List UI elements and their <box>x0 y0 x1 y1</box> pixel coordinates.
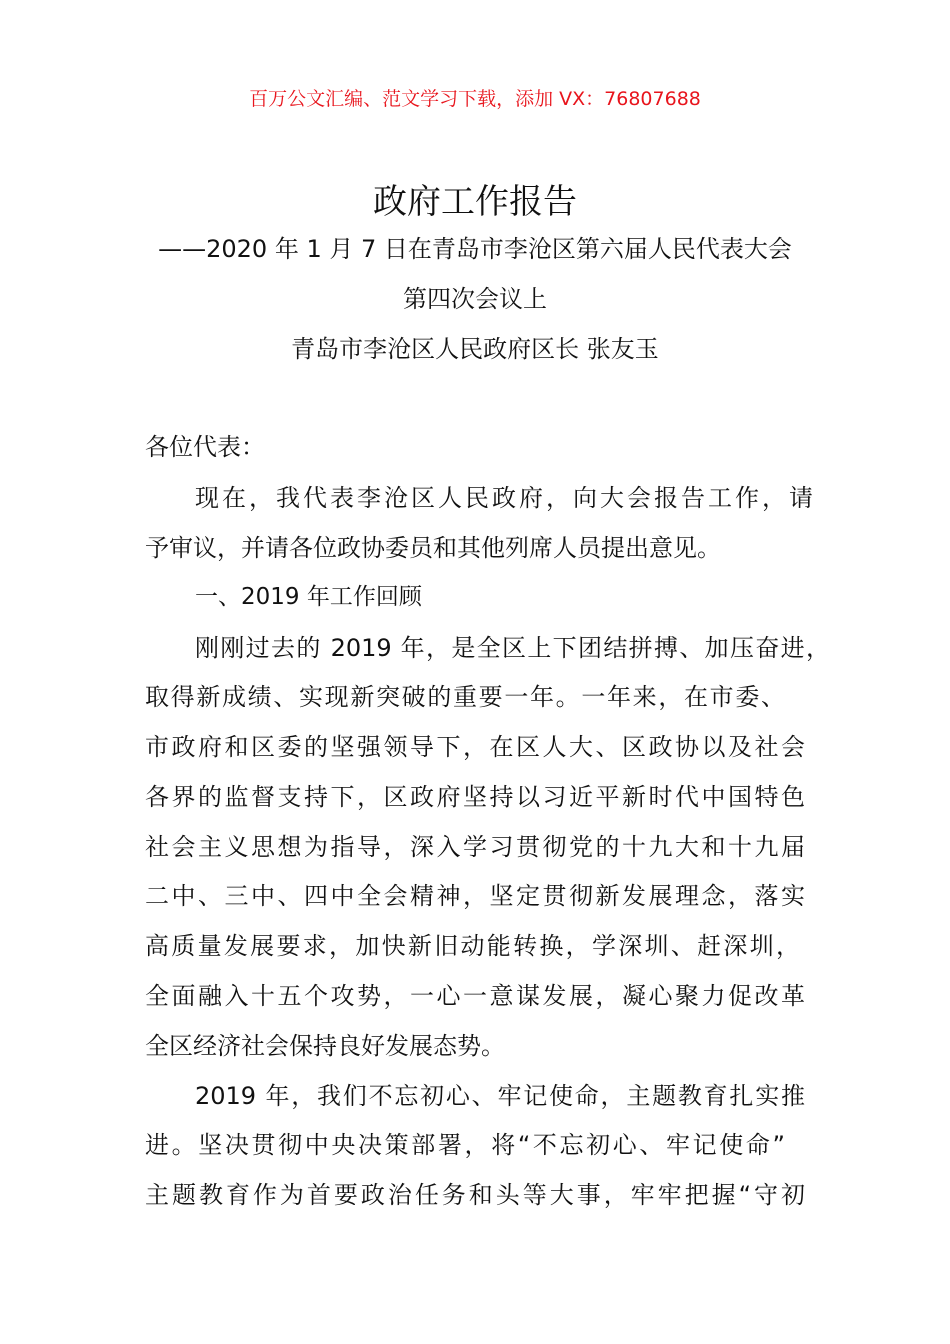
paragraph-line: 取得新成绩、实现新突破的重要一年。一年来，在市委、 <box>145 683 785 711</box>
salutation: 各位代表： <box>145 433 265 461</box>
paragraph-line: 社会主义思想为指导，深入学习贯彻党的十九大和十九届 <box>145 833 805 861</box>
paragraph-line: 现在，我代表李沧区人民政府，向大会报告工作，请 <box>195 484 813 512</box>
paragraph-line: 全面融入十五个攻势，一心一意谋发展，凝心聚力促改革 <box>145 982 805 1010</box>
document-title: 政府工作报告 <box>373 182 577 222</box>
paragraph-line: 高质量发展要求，加快新旧动能转换，学深圳、赶深圳， <box>145 932 800 960</box>
watermark-banner: 百万公文汇编、范文学习下载，添加 VX：76807688 <box>249 88 701 110</box>
subtitle-line-1: ——2020 年 1 月 7 日在青岛市李沧区第六届人民代表大会 <box>158 235 792 263</box>
paragraph-line: 予审议，并请各位政协委员和其他列席人员提出意见。 <box>145 534 721 562</box>
paragraph-line: 各界的监督支持下，区政府坚持以习近平新时代中国特色 <box>145 783 805 811</box>
paragraph-line: 二中、三中、四中全会精神，坚定贯彻新发展理念，落实 <box>145 882 805 910</box>
author-line: 青岛市李沧区人民政府区长 张友玉 <box>291 335 659 363</box>
paragraph-line: 进。坚决贯彻中央决策部署，将“不忘初心、牢记使命” <box>145 1131 785 1159</box>
section-heading: 一、2019 年工作回顾 <box>195 584 422 610</box>
paragraph-line: 刚刚过去的 2019 年，是全区上下团结拼搏、加压奋进， <box>195 634 830 662</box>
paragraph-line: 全区经济社会保持良好发展态势。 <box>145 1032 505 1060</box>
paragraph-line: 2019 年，我们不忘初心、牢记使命，主题教育扎实推 <box>195 1082 805 1110</box>
paragraph-line: 市政府和区委的坚强领导下，在区人大、区政协以及社会 <box>145 733 805 761</box>
paragraph-line: 主题教育作为首要政治任务和头等大事，牢牢把握“守初 <box>145 1181 805 1209</box>
subtitle-line-2: 第四次会议上 <box>403 285 547 313</box>
